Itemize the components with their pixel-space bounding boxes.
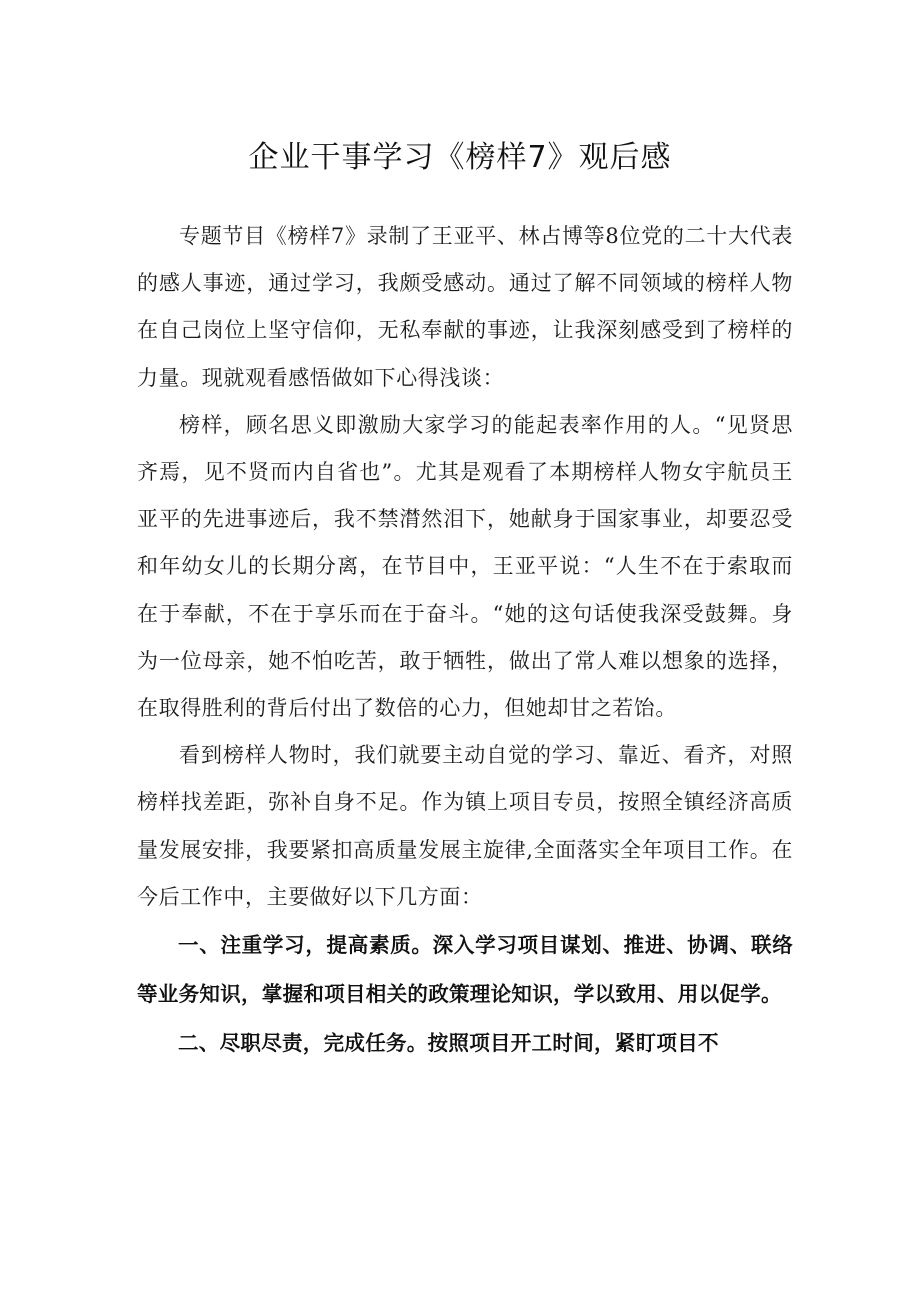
paragraph-point-two: 二、尽职尽责，完成任务。按照项目开工时间，紧盯项目不 <box>178 1031 719 1056</box>
paragraph-intro: 专题节目《榜样7》录制了王亚平、林占博等8位党的二十大代表的感人事迹，通过学习，我颇受感动。通过了解不同领域的榜样人物在自己岗位上坚守信仰，无私奉献的事迹，让我深刻感受到了榜样的力量。现就观看感悟做如下心得浅谈： <box>137 224 793 390</box>
document-title: 企业干事学习《榜样7》观后感 <box>248 140 672 175</box>
paragraph-point-one: 一、注重学习，提高素质。深入学习项目谋划、推进、协调、联络等业务知识，掌握和项目相关的政策理论知识，学以致用、用以促学。 <box>137 933 793 1007</box>
paragraph-role-model: 榜样，顾名思义即激励大家学习的能起表率作用的人。“见贤思齐焉，见不贤而内自省也”。尤其是观看了本期榜样人物女宇航员王亚平的先进事迹后，我不禁潸然泪下，她献身于国家事业，却要忍受和年幼女儿的长期分离，在节目中，王亚平说：“人生不在于索取而在于奉献，不在于享乐而在于奋斗。“她的这句话使我深受鼓舞。身为一位母亲，她不怕吃苦，敢于牺牲，做出了常人难以想象的选择，在取得胜利的背后付出了数倍的心力，但她却甘之若饴。 <box>137 412 793 721</box>
document-body <box>137 213 793 1068</box>
paragraph-plan: 看到榜样人物时，我们就要主动自觉的学习、靠近、看齐，对照榜样找差距，弥补自身不足。作为镇上项目专员，按照全镇经济高质量发展安排，我要紧扣高质量发展主旋律,全面落实全年项目工作。在今后工作中，主要做好以下几方面： <box>137 743 793 909</box>
